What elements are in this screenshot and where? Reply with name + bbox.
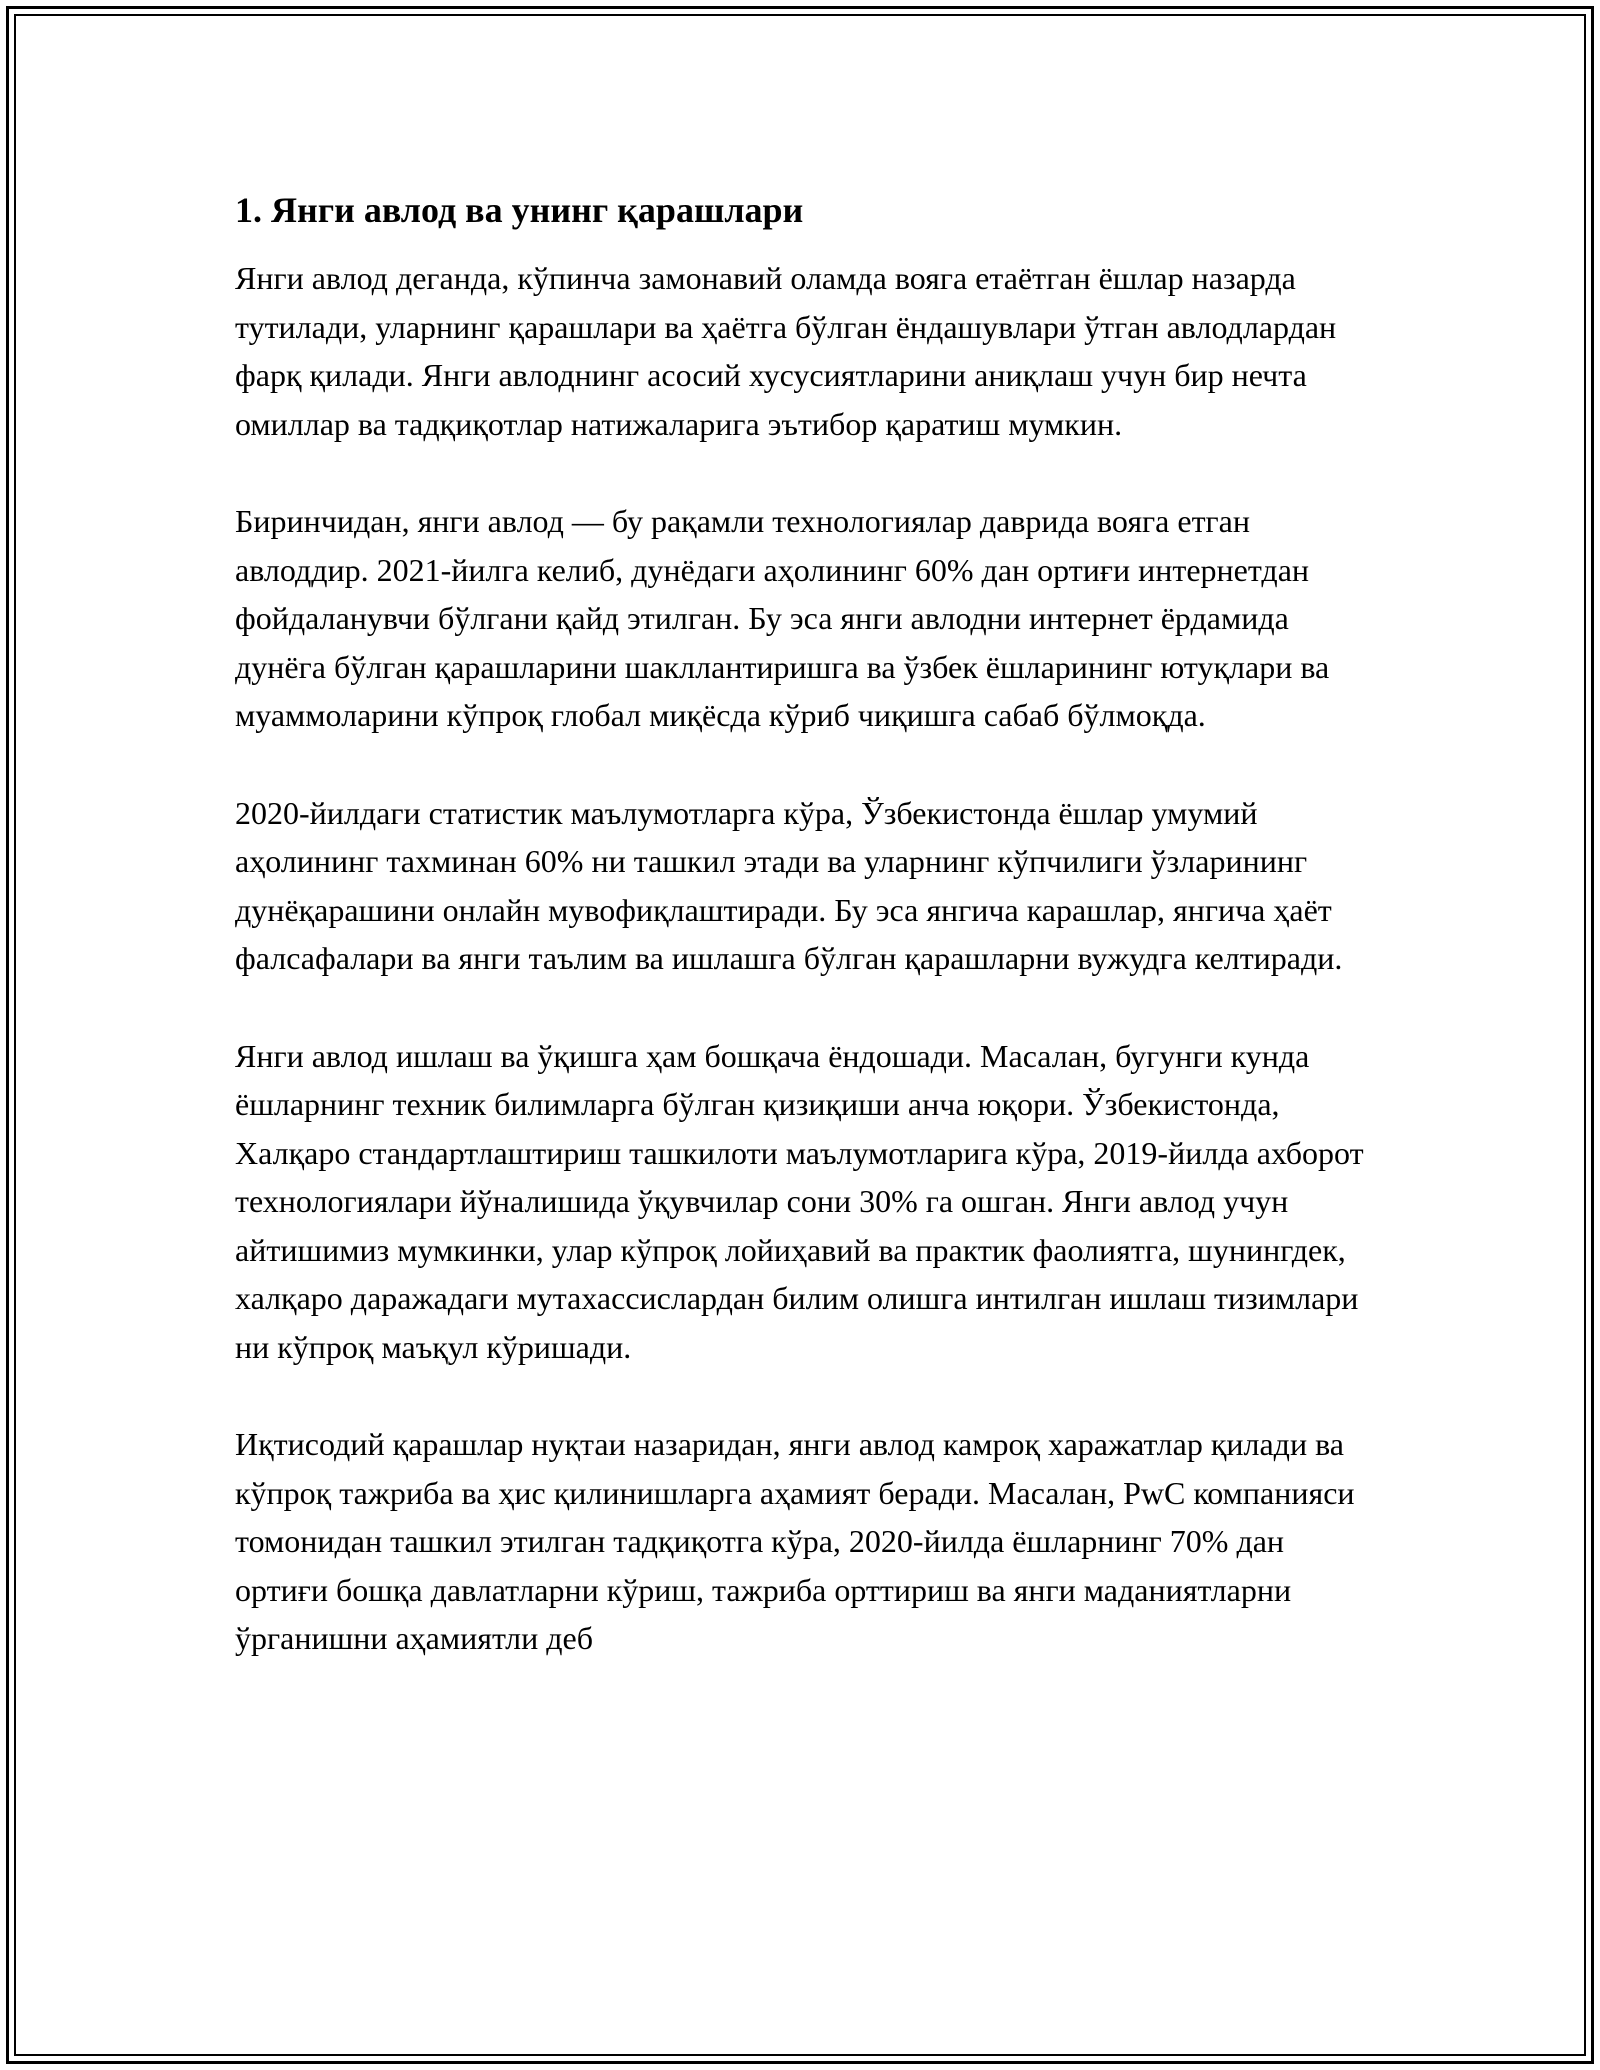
- paragraph-1: Янги авлод деганда, кўпинча замонавий оламда вояга етаётган ёшлар назарда тутилади, уларнинг қарашлари ва ҳаётга бўлган ёндашувлари ўтган авлодлардан фарқ қилади. Янги авлоднинг асосий хусусиятларини аниқлаш учун бир нечта омиллар ва тадқиқотлар натижаларига эътибор қаратиш мумкин.: [235, 260, 1337, 442]
- document-body: [235, 186, 1375, 1712]
- paragraph-2: Биринчидан, янги авлод — бу рақамли технологиялар даврида вояга етган авлоддир. 2021-йилга келиб, дунёдаги аҳолининг 60% дан ортиғи интернетдан фойдаланувчи бўлгани қайд этилган. Бу эса янги авлодни интернет ёрдамида дунёга бўлган қарашларини шакллантиришга ва ўзбек ёшларининг ютуқлари ва муаммоларини кўпроқ глобал миқёсда кўриб чиқишга сабаб бўлмоқда.: [235, 503, 1330, 733]
- section-heading: 1. Янги авлод ва унинг қарашлари: [235, 190, 804, 230]
- paragraph-3: 2020-йилдаги статистик маълумотларга кўра, Ўзбекистонда ёшлар умумий аҳолининг тахминан 60% ни ташкил этади ва уларнинг кўпчилиги ўзларининг дунёқарашини онлайн мувофиқлаштиради. Бу эса янгича карашлар, янгича ҳаёт фалсафалари ва янги таълим ва ишлашга бўлган қарашларни вужудга келтиради.: [235, 794, 1343, 976]
- paragraph-5: Иқтисодий қарашлар нуқтаи назаридан, янги авлод камроқ харажатлар қилади ва кўпроқ тажриба ва ҳис қилинишларга аҳамият беради. Масалан, PwC компанияси томонидан ташкил этилган тадқиқотга кўра, 2020-йилда ёшларнинг 70% дан ортиғи бошқа давлатларни кўриш, тажриба орттириш ва янги маданиятларни ўрганишни аҳамиятли деб: [235, 1426, 1355, 1656]
- paragraph-4: Янги авлод ишлаш ва ўқишга ҳам бошқача ёндошади. Масалан, бугунги кунда ёшларнинг техник билимларга бўлган қизиқиши анча юқори. Ўзбекистонда, Халқаро стандартлаштириш ташкилоти маълумотларига кўра, 2019-йилда ахборот технологиялари йўналишида ўқувчилар сони 30% га ошган. Янги авлод учун айтишимиз мумкинки, улар кўпроқ лойиҳавий ва практик фаолиятга, шунингдек, халқаро даражадаги мутахассислардан билим олишга интилган ишлаш тизимлари ни кўпроқ маъқул кўришади.: [235, 1037, 1364, 1365]
